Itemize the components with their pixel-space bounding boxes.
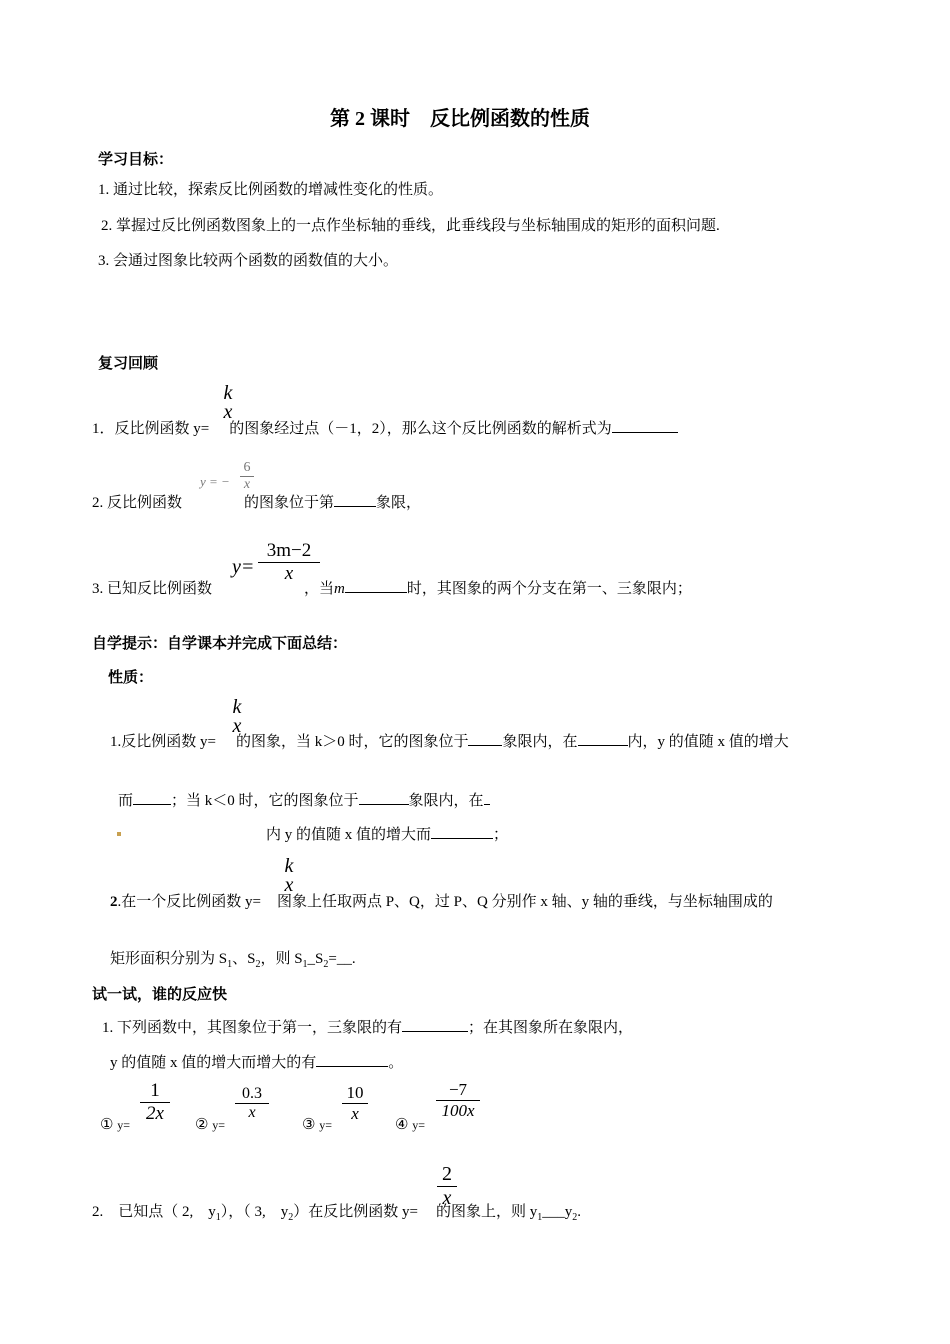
properties-heading: 性质： [108, 670, 154, 686]
p1-fraction [227, 696, 247, 738]
fraction-denominator: x [284, 563, 294, 584]
p2-line2-d: _S [307, 951, 324, 967]
try-heading: 试一试，谁的反应快 [92, 987, 228, 1003]
review-q3-formula-left: y= [232, 556, 255, 578]
fraction-denominator: x [248, 1104, 256, 1121]
p1-blank-4[interactable] [359, 790, 409, 805]
try-q2-fraction [437, 1163, 457, 1210]
fraction-numerator: 10 [346, 1083, 364, 1102]
p1-line3-b: ； [493, 827, 509, 843]
option-4-label: y= [412, 1118, 425, 1132]
p2-s2-sub: 2 [255, 959, 261, 970]
option-4-fraction [436, 1080, 480, 1121]
p2-s2b-sub: 2 [323, 959, 329, 970]
p1-blank-6[interactable] [431, 824, 493, 839]
p1-blank-1[interactable] [468, 731, 502, 746]
objective-2: 2. 掌握过反比例函数图象上的一点作坐标轴的垂线，此垂线段与坐标轴围成的矩形的面积问题. [101, 218, 720, 234]
fraction-denominator: x [223, 401, 233, 423]
review-q3-blank[interactable] [345, 578, 407, 593]
review-q2-suffix-a: 的图象位于第 [244, 495, 335, 511]
try-q2-f: . [577, 1204, 582, 1220]
review-q2-blank[interactable] [334, 492, 376, 507]
review-q1-suffix: 的图象经过点（－1，2），那么这个反比例函数的解析式为 [229, 421, 612, 437]
review-q2 [92, 491, 421, 512]
p1-prefix: 1.反比例函数 y= [110, 734, 216, 750]
fraction-numerator: 0.3 [242, 1085, 262, 1102]
objective-1: 1. 通过比较，探索反比例函数的增减性变化的性质。 [98, 182, 444, 198]
property-1-line3 [266, 823, 508, 844]
try-q2-y1-sub: 1 [215, 1212, 221, 1223]
option-3-label: y= [319, 1118, 332, 1132]
p1-a: 的图象，当 k＞0 时，它的图象位于 [235, 734, 469, 750]
fraction-numerator: 1 [150, 1080, 160, 1101]
option-2-marker: ② [195, 1117, 209, 1133]
review-q3-prefix: 3. 已知反比例函数 [92, 581, 213, 597]
option-4-marker: ④ [395, 1117, 409, 1133]
p2-line2-a: 矩形面积分别为 S [110, 951, 228, 967]
option-3 [302, 1115, 332, 1134]
fraction-denominator: x [351, 1104, 359, 1123]
fraction-denominator: x [442, 1187, 452, 1209]
p2-number: 2 [110, 894, 118, 910]
review-q2-suffix-b: 象限， [376, 495, 422, 511]
p2-s1-sub: 1 [227, 959, 233, 970]
p1-line3-a: 内 y 的值随 x 值的增大而 [266, 827, 432, 843]
try-q2-b: ），（ 3, y [220, 1204, 289, 1220]
review-q1-fraction [218, 382, 238, 424]
option-1-label: y= [117, 1118, 130, 1132]
p2-line2-b: 、S [232, 951, 256, 967]
try-q1-line1-b: ；在其图象所在象限内， [468, 1020, 634, 1036]
option-2-label: y= [212, 1118, 225, 1132]
p1-line2-c: 象限内，在 [408, 793, 484, 809]
try-q2-y2-sub: 2 [288, 1212, 294, 1223]
review-q3-suffix: 时，其图象的两个分支在第一、三象限内； [406, 581, 692, 597]
try-q2-e[interactable]: ___y [542, 1204, 573, 1220]
p1-line2-b: ；当 k＜0 时，它的图象位于 [171, 793, 359, 809]
objective-3: 3. 会通过图象比较两个函数的函数值的大小。 [98, 253, 399, 269]
property-2-line2 [110, 947, 356, 970]
option-3-fraction [342, 1083, 368, 1124]
try-q1-line1 [102, 1016, 633, 1037]
property-1-line1 [110, 730, 789, 751]
review-q1 [92, 417, 678, 438]
try-q1-line2-a: y 的值随 x 值的增大而增大的有 [110, 1055, 317, 1071]
p1-b: 象限内，在 [502, 734, 578, 750]
option-2-fraction [235, 1085, 269, 1122]
fraction-numerator: 2 [442, 1163, 452, 1185]
try-q2-y2b-sub: 2 [572, 1212, 578, 1223]
review-q3 [92, 577, 692, 598]
fraction-denominator: 2x [146, 1103, 164, 1124]
p1-c: 内，y 的值随 x 值的增大 [627, 734, 789, 750]
page-title: 第 2 课时 反比例函数的性质 [330, 108, 590, 130]
fraction-numerator: k [223, 382, 233, 404]
property-1-line2 [118, 789, 490, 810]
property-2-line1 [110, 890, 773, 911]
fraction-numerator: k [232, 696, 242, 718]
mark-dot [117, 832, 121, 836]
try-q1-blank-2[interactable] [316, 1052, 388, 1067]
p2-suffix: 图象上任取两点 P、Q，过 P、Q 分别作 x 轴、y 轴的垂线，与坐标轴围成的 [276, 894, 773, 910]
p1-blank-3[interactable] [133, 790, 171, 805]
review-q2-formula-left: y = − [200, 474, 230, 489]
try-q1-blank-1[interactable] [402, 1017, 468, 1032]
try-q2-a: 2. 已知点（ 2, y [92, 1204, 216, 1220]
fraction-denominator: 100x [441, 1101, 475, 1120]
fraction-denominator: x [232, 715, 242, 737]
try-q2-c: ）在反比例函数 y= [293, 1204, 418, 1220]
review-q1-prefix: 1．反比例函数 y= [92, 421, 210, 437]
fraction-denominator: x [284, 874, 294, 896]
try-q1-line2 [110, 1051, 403, 1072]
try-q1-line1-a: 1. 下列函数中，其图象位于第一，三象限的有 [102, 1020, 403, 1036]
try-q1-line2-b: 。 [388, 1055, 404, 1071]
p2-line2-e: =__. [328, 951, 356, 967]
p2-prefix: .在一个反比例函数 y= [117, 894, 261, 910]
review-q1-blank[interactable] [612, 418, 678, 433]
self-study-heading: 自学提示：自学课本并完成下面总结： [92, 636, 348, 652]
p1-blank-2[interactable] [578, 731, 628, 746]
option-4 [395, 1115, 425, 1134]
try-q2-y1b-sub: 1 [537, 1212, 543, 1223]
p1-blank-5[interactable] [484, 790, 490, 805]
review-heading: 复习回顾 [98, 356, 159, 372]
fraction-numerator: k [284, 855, 294, 877]
objectives-heading: 学习目标： [98, 152, 174, 168]
p2-s1b-sub: 1 [302, 959, 308, 970]
p2-line2-c: ，则 S [260, 951, 303, 967]
fraction-denominator: x [243, 477, 251, 492]
review-q2-fraction [240, 460, 254, 493]
try-q2-d: 的图象上，则 y [436, 1204, 538, 1220]
fraction-numerator: −7 [448, 1080, 468, 1099]
review-q3-mid: ，当 [304, 581, 335, 597]
review-q3-fraction [258, 540, 320, 585]
review-q3-var: m [334, 581, 345, 597]
review-q2-prefix: 2. 反比例函数 [92, 495, 183, 511]
option-2 [195, 1115, 225, 1134]
option-1 [100, 1115, 130, 1134]
fraction-numerator: 3m−2 [266, 540, 312, 561]
option-3-marker: ③ [302, 1117, 316, 1133]
p2-fraction [279, 855, 299, 897]
fraction-numerator: 6 [243, 460, 251, 475]
option-1-fraction [140, 1080, 170, 1125]
option-1-marker: ① [100, 1117, 114, 1133]
try-q2 [92, 1200, 581, 1223]
p1-line2-a: 而 [118, 793, 134, 809]
